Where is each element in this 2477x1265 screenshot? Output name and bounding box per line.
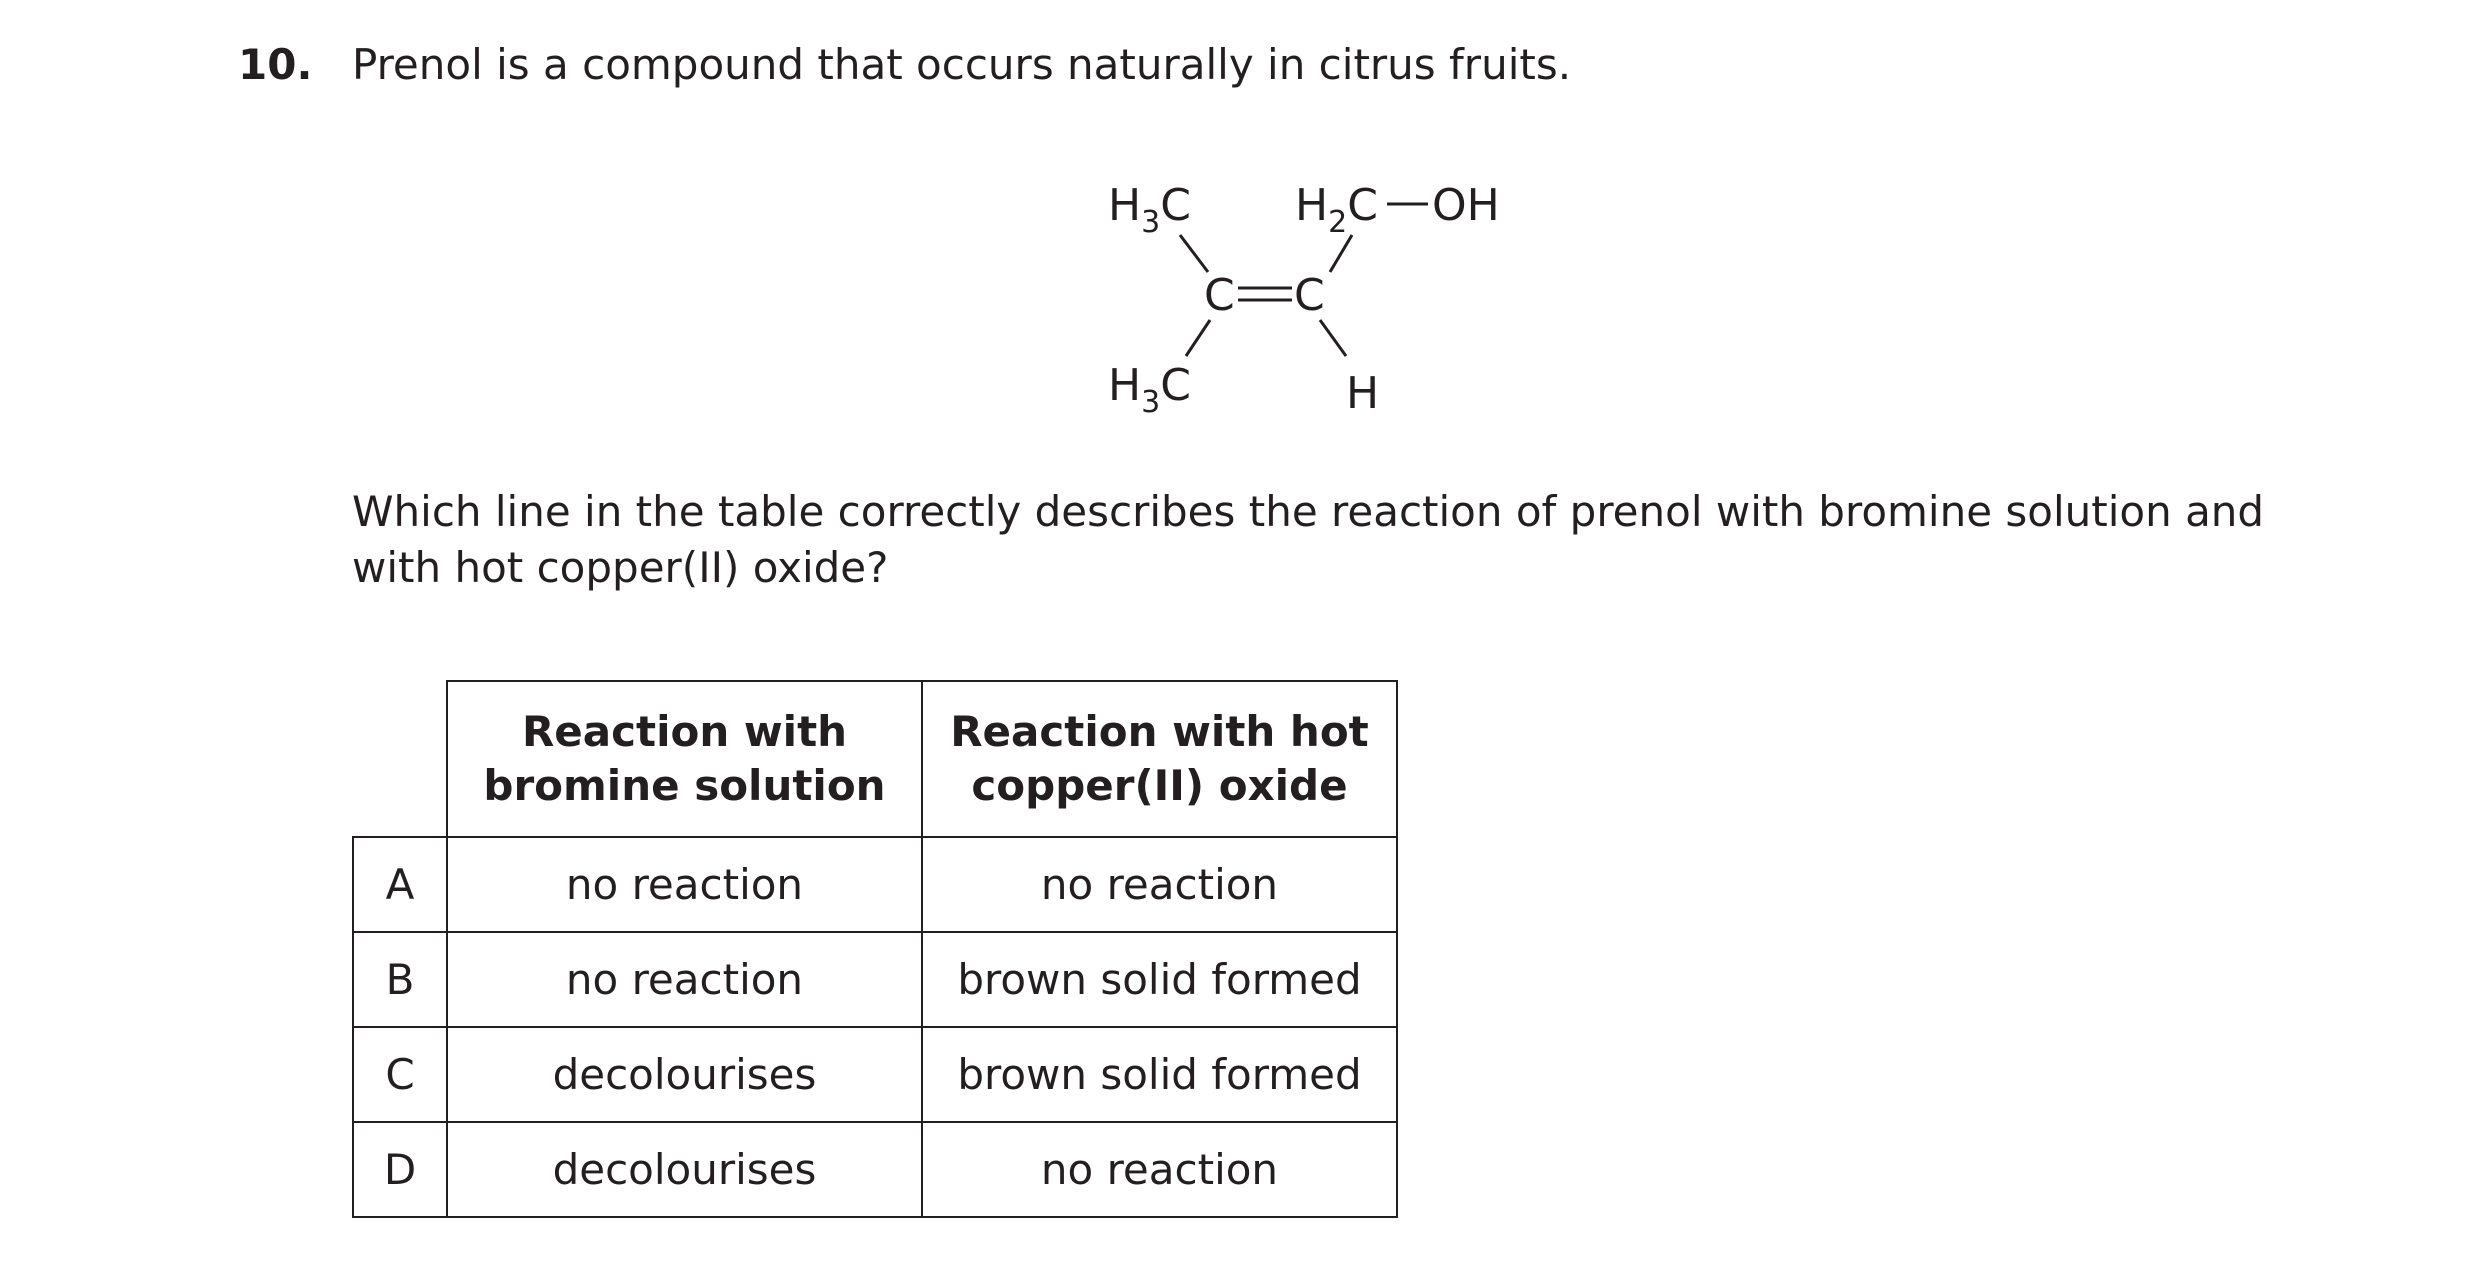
bromine-result: no reaction [447, 837, 922, 932]
option-label[interactable]: B [353, 932, 447, 1027]
answer-table [352, 680, 1398, 1218]
table-row[interactable] [353, 1122, 1397, 1217]
methyl-group-lower: $H_3C$ [1108, 360, 1191, 420]
option-label[interactable]: D [353, 1122, 447, 1217]
bromine-result: decolourises [447, 1027, 922, 1122]
copper-result: no reaction [922, 837, 1397, 932]
hydrogen-atom: H [1346, 368, 1380, 419]
prenol-structure [1080, 160, 1540, 430]
table-row[interactable] [353, 837, 1397, 932]
copper-result: brown solid formed [922, 932, 1397, 1027]
methylene-group: $H_2C$ [1295, 180, 1378, 240]
table-row[interactable] [353, 932, 1397, 1027]
table-header-row [353, 681, 1397, 837]
copper-result: brown solid formed [922, 1027, 1397, 1122]
prenol-structural-formula [1080, 160, 1540, 430]
hydroxyl-group: OH [1432, 180, 1500, 231]
bond-upper-right [1330, 235, 1352, 272]
copper-result: no reaction [922, 1122, 1397, 1217]
header-bromine: Reaction with bromine solution [447, 681, 922, 837]
header-copper-oxide: Reaction with hot copper(II) oxide [922, 681, 1397, 837]
option-label[interactable]: A [353, 837, 447, 932]
carbon-left: C [1204, 270, 1235, 321]
option-label[interactable]: C [353, 1027, 447, 1122]
bromine-result: decolourises [447, 1122, 922, 1217]
question-prompt: Which line in the table correctly describes the reaction of prenol with bromine solution and with hot copper(II) oxide? [352, 487, 2265, 592]
question-stem: Prenol is a compound that occurs naturally in citrus fruits. [352, 40, 1572, 89]
methyl-group-upper: $H_3C$ [1108, 180, 1191, 240]
bromine-result: no reaction [447, 932, 922, 1027]
bond-lower-left [1186, 320, 1210, 356]
table-row[interactable] [353, 1027, 1397, 1122]
blank-header-cell [353, 681, 447, 837]
question-number: 10. [238, 40, 313, 89]
bond-lower-right [1320, 320, 1346, 356]
carbon-right: C [1294, 270, 1325, 321]
bond-upper-left [1180, 235, 1208, 272]
